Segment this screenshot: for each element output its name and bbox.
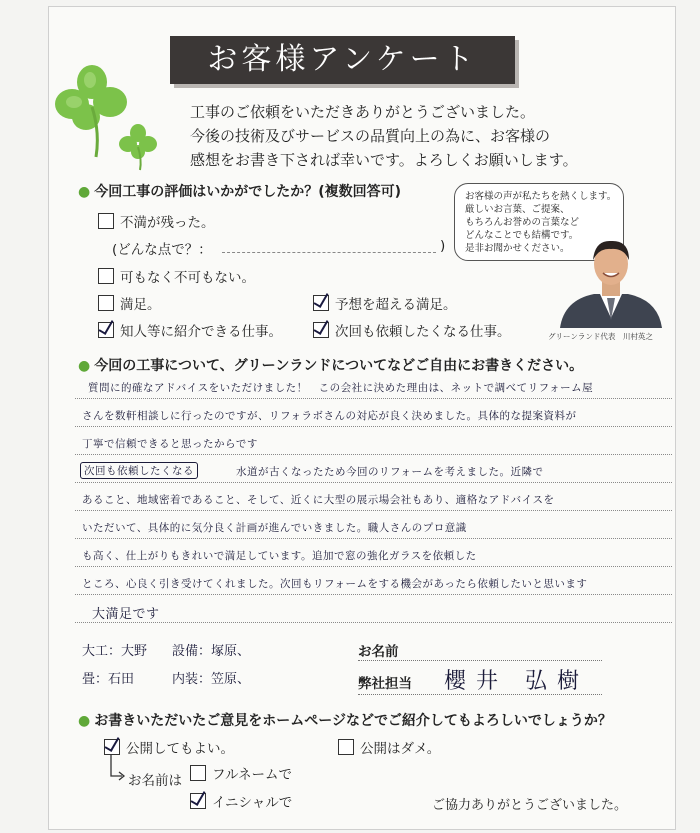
staff-interior: 内装：笠原、 [172, 672, 251, 687]
name-label: お名前 [358, 644, 399, 660]
bubble-line: どんなことでも結構です。 [465, 230, 579, 241]
option-label: 知人等に紹介できる仕事。 [120, 324, 282, 340]
bullet-icon: ● [78, 713, 91, 729]
option-recommendable[interactable] [98, 320, 282, 340]
arrow-icon [108, 754, 128, 784]
staff-signature: 櫻井 弘樹 [444, 669, 589, 694]
option-label: 可もなく不可もない。 [120, 270, 255, 286]
comment-line: 大満足です [92, 607, 160, 622]
staff-label: 弊社担当 [358, 676, 412, 692]
ruled-line [75, 454, 672, 455]
option-dissatisfied[interactable] [98, 211, 215, 231]
president-caption: グリーンランド代表 川村英之 [548, 332, 653, 341]
q1-heading [78, 181, 401, 201]
option-label: フルネームで [212, 767, 293, 783]
checkbox[interactable] [98, 295, 114, 311]
q3-label: お書きいただいたご意見をホームページなどでご紹介してもよろしいでしょうか？ [94, 713, 612, 729]
comment-boxed: 次回も依頼したくなる [80, 462, 198, 479]
staff-field [358, 694, 602, 695]
name-is-label: お名前は [128, 773, 182, 789]
staff-carpenter: 大工：大野 [82, 644, 148, 659]
small-clover-icon [118, 122, 158, 172]
comment-line: あること、地域密着であること、そして、近くに大型の展示場会社もあり、適格なアドバイスを [82, 494, 555, 506]
comment-line: 水道が古くなったため今回のリフォームを考えました。近隣で [236, 466, 544, 478]
checkbox[interactable] [190, 765, 206, 781]
checkbox-checked[interactable] [313, 322, 329, 338]
checkbox[interactable] [338, 739, 354, 755]
bullet-icon: ● [78, 358, 91, 374]
ruled-line [75, 510, 672, 511]
name-field[interactable] [358, 660, 602, 661]
option-publish-no[interactable] [338, 737, 440, 757]
checkbox[interactable] [98, 213, 114, 229]
ruled-line [75, 538, 672, 539]
intro-line: 今後の技術及びサービスの品質向上の為に、お客様の [190, 127, 551, 145]
staff-equipment: 設備：塚原、 [172, 644, 251, 659]
checkbox-checked[interactable] [98, 322, 114, 338]
option-label: 公開してもよい。 [126, 741, 234, 757]
which-point-row [112, 238, 212, 258]
option-label: 不満が残った。 [120, 215, 215, 231]
thanks-text: ご協力ありがとうございました。 [432, 798, 628, 813]
bullet-icon: ● [78, 184, 91, 200]
comment-line: 丁寧で信頼できると思ったからです [82, 438, 258, 450]
comment-line: ところ、心良く引き受けてくれました。次回もリフォームをする機会があったら依頼したいと思います [82, 578, 588, 590]
ruled-line [75, 594, 672, 595]
ruled-line [75, 426, 672, 427]
ruled-line [75, 482, 672, 483]
option-beyond-expectation[interactable] [313, 293, 457, 313]
option-fullname[interactable] [190, 763, 292, 783]
ruled-line [75, 622, 672, 623]
ruled-line [75, 398, 672, 399]
option-label: 予想を超える満足。 [335, 297, 457, 313]
intro-text [190, 100, 578, 172]
president-photo [550, 228, 672, 328]
checkbox-checked[interactable] [190, 793, 206, 809]
intro-line: 感想をお書き下されば幸いです。よろしくお願いします。 [190, 151, 578, 169]
bubble-line: 是非お聞かせください。 [465, 243, 570, 254]
which-point-close: ) [440, 238, 446, 254]
q3-heading [78, 710, 612, 730]
ruled-line [75, 566, 672, 567]
option-label: 満足。 [120, 297, 161, 313]
which-point-field[interactable] [222, 252, 436, 253]
option-initials[interactable] [190, 791, 292, 811]
checkbox[interactable] [98, 268, 114, 284]
option-satisfied[interactable] [98, 293, 161, 313]
q2-heading [78, 355, 583, 375]
checkbox-checked[interactable] [104, 739, 120, 755]
option-neutral[interactable] [98, 266, 255, 286]
survey-title: お客様アンケート [170, 36, 515, 84]
staff-painter: 畳：石田 [82, 672, 135, 687]
comment-line: さんを数軒相談しに行ったのですが、リフォラボさんの対応が良く決めました。具体的な提案資料が [82, 410, 577, 422]
q2-label: 今回の工事について、グリーンランドについてなどご自由にお書きください。 [94, 358, 584, 374]
comment-line: いただいて、具体的に気分良く計画が進んでいきました。職人さんのプロ意識 [82, 522, 467, 534]
bubble-line: 厳しいお言葉、ご提案、 [465, 204, 570, 215]
comment-line: 質問に的確なアドバイスをいただけました！ この会社に決めた理由は、ネットで調べてリフォーム屋 [88, 382, 594, 394]
option-label: 次回も依頼したくなる仕事。 [335, 324, 511, 340]
bubble-line: お客様の声が私たちを熱くします。 [465, 191, 617, 202]
which-point-open: (どんな点で？： [112, 242, 212, 258]
option-label: 公開はダメ。 [360, 741, 441, 757]
option-request-again[interactable] [313, 320, 511, 340]
intro-line: 工事のご依頼をいただきありがとうございました。 [190, 103, 536, 121]
comment-line: も高く、仕上がりもきれいで満足しています。追加で窓の強化ガラスを依頼した [82, 550, 477, 562]
q1-label: 今回工事の評価はいかがでしたか？(複数回答可) [94, 184, 402, 200]
option-label: イニシャルで [212, 795, 293, 811]
bubble-line: もちろんお誉めの言葉など [465, 217, 580, 228]
checkbox-checked[interactable] [313, 295, 329, 311]
